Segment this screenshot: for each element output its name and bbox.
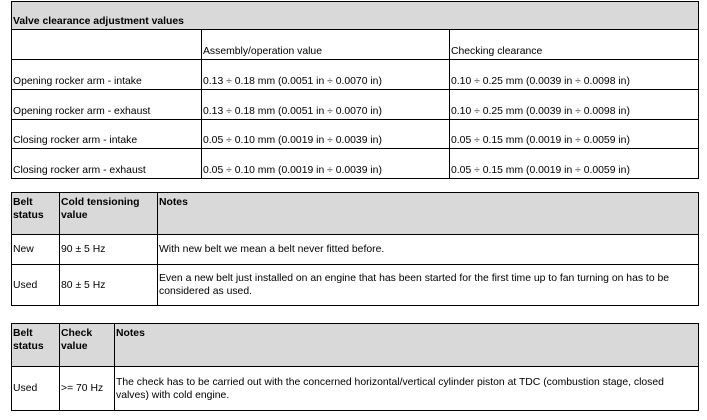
belt-tensioning-table (11, 192, 699, 306)
valve-row-checking: 0.10 ÷ 0.25 mm (0.0039 in ÷ 0.0098 in) (450, 60, 699, 90)
valve-row-checking: 0.10 ÷ 0.25 mm (0.0039 in ÷ 0.0098 in) (450, 90, 699, 120)
table-row (12, 265, 699, 306)
belt-status-header: Belt status (12, 324, 60, 367)
cold-tensioning-header: Cold tensioning value (60, 193, 158, 235)
belt-status-cell: Used (12, 265, 60, 306)
valve-header-assembly: Assembly/operation value (202, 30, 450, 60)
valve-table-title: Valve clearance adjustment values (12, 2, 699, 30)
notes-header: Notes (115, 324, 699, 367)
belt-status-cell: Used (12, 367, 60, 411)
belt-status-cell: New (12, 235, 60, 265)
valve-row-label: Closing rocker arm - intake (12, 120, 202, 149)
notes-cell: Even a new belt just installed on an engine that has been started for the first time up to fan turning on has to be considered as used. (158, 265, 699, 306)
notes-cell: With new belt we mean a belt never fitted before. (158, 235, 699, 265)
table-row (12, 367, 699, 411)
table-row (12, 235, 699, 265)
tension-value-cell: 80 ± 5 Hz (60, 265, 158, 306)
belt-status-header: Belt status (12, 193, 60, 235)
valve-row-label: Opening rocker arm - intake (12, 60, 202, 90)
valve-header-label (12, 30, 202, 60)
valve-row-assembly: 0.05 ÷ 0.10 mm (0.0019 in ÷ 0.0039 in) (202, 120, 450, 149)
valve-row-checking: 0.05 ÷ 0.15 mm (0.0019 in ÷ 0.0059 in) (450, 149, 699, 179)
valve-header-checking: Checking clearance (450, 30, 699, 60)
valve-row-assembly: 0.13 ÷ 0.18 mm (0.0051 in ÷ 0.0070 in) (202, 90, 450, 120)
valve-clearance-table (11, 1, 699, 179)
notes-cell: The check has to be carried out with the concerned horizontal/vertical cylinder piston at TDC (combustion stage, closed valves) with cold engine. (115, 367, 699, 411)
check-value-header: Check value (60, 324, 115, 367)
check-value-cell: >= 70 Hz (60, 367, 115, 411)
valve-row-label: Closing rocker arm - exhaust (12, 149, 202, 179)
valve-row-checking: 0.05 ÷ 0.15 mm (0.0019 in ÷ 0.0059 in) (450, 120, 699, 149)
table-row (12, 60, 699, 90)
table-row (12, 149, 699, 179)
tension-value-cell: 90 ± 5 Hz (60, 235, 158, 265)
table-row (12, 90, 699, 120)
table-row (12, 120, 699, 149)
valve-row-assembly: 0.13 ÷ 0.18 mm (0.0051 in ÷ 0.0070 in) (202, 60, 450, 90)
belt-check-table (11, 323, 699, 411)
notes-header: Notes (158, 193, 699, 235)
valve-row-assembly: 0.05 ÷ 0.10 mm (0.0019 in ÷ 0.0039 in) (202, 149, 450, 179)
valve-row-label: Opening rocker arm - exhaust (12, 90, 202, 120)
